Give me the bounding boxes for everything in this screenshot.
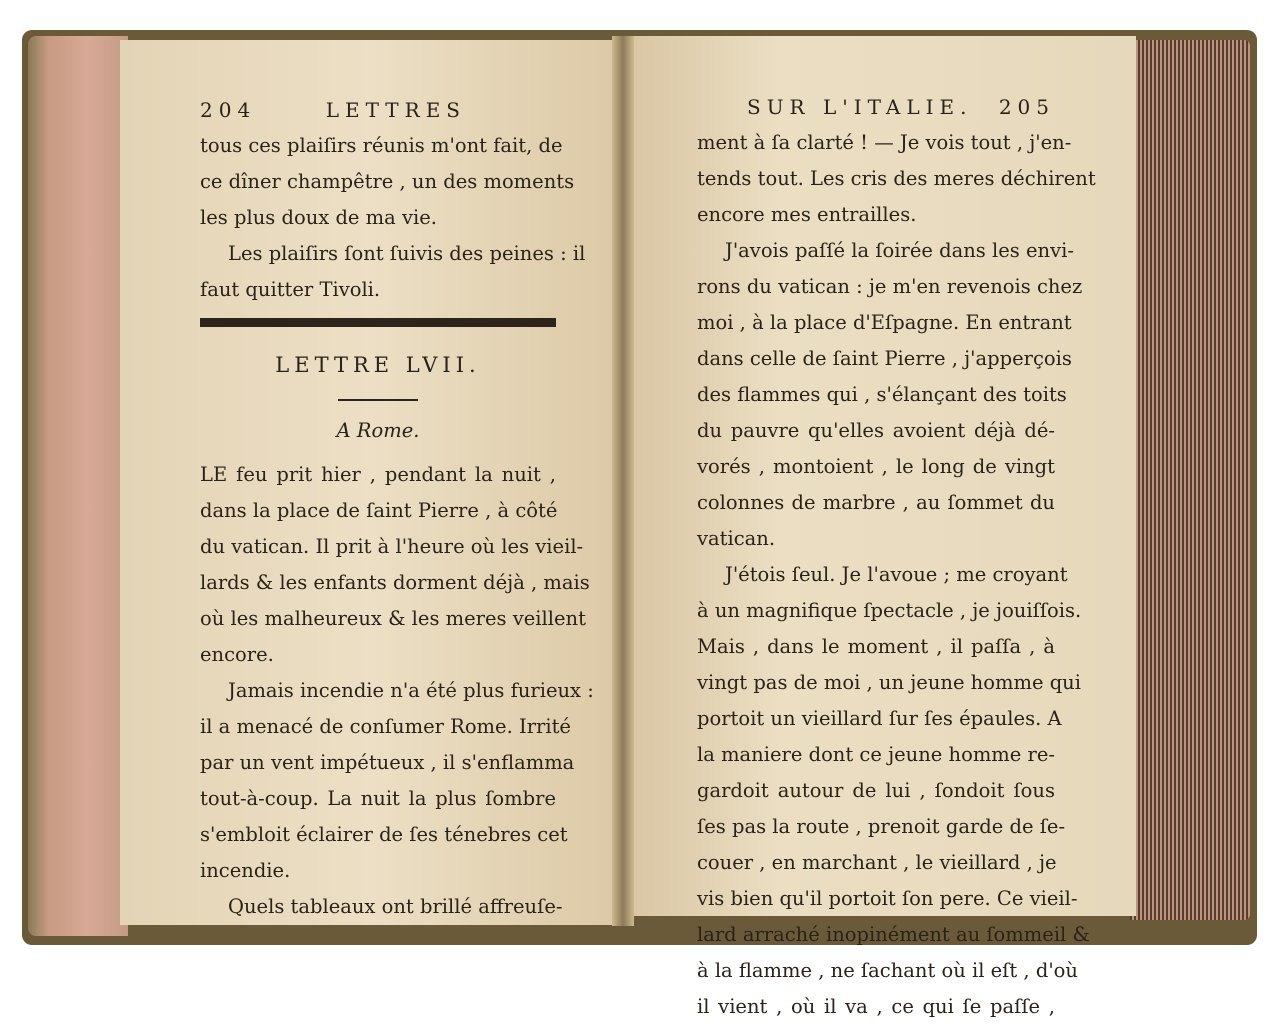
section-rule (200, 318, 556, 327)
text-line: ment à ſa clarté ! — Je vois tout , j'en- (697, 131, 1072, 154)
text-line: où les malheureux & les meres veillent (200, 607, 586, 630)
letter-title: LETTRE LVII. (275, 353, 481, 377)
page-number: 205 (998, 95, 1055, 119)
text-line: vingt pas de moi , un jeune homme qui (697, 671, 1081, 694)
text-line: il vient , où il va , ce qui ſe paſſe , (697, 995, 1055, 1018)
text-line: rons du vatican : je m'en revenois chez (697, 275, 1083, 298)
text-line: encore mes entrailles. (697, 203, 917, 226)
text-line: moi , à la place d'Eſpagne. En entrant (697, 311, 1072, 334)
text-line: couer , en marchant , le vieillard , je (697, 851, 1057, 874)
text-line: faut quitter Tivoli. (200, 278, 381, 301)
book-gutter (612, 36, 634, 926)
text-line: LE feu prit hier , pendant la nuit , (200, 463, 556, 486)
text-line: gardoit autour de lui , ſondoit ſous (697, 779, 1055, 802)
running-head: SUR L'ITALIE. (747, 95, 973, 119)
right-header (697, 89, 1055, 125)
running-head: LETTRES (325, 98, 466, 122)
text-line: J'étois ſeul. Je l'avoue ; me croyant (725, 563, 1068, 586)
text-line: tends tout. Les cris des meres déchirent (697, 167, 1096, 190)
left-header (200, 92, 556, 128)
text-line: du vatican. Il prit à l'heure où les vieil- (200, 535, 584, 558)
text-line: vorés , montoient , le long de vingt (697, 455, 1055, 478)
letter-place: A Rome. (336, 419, 420, 442)
text-line: Quels tableaux ont brillé affreuſe- (228, 895, 563, 918)
text-line: encore. (200, 643, 274, 666)
text-line: vis bien qu'il portoit ſon pere. Ce vieil- (697, 887, 1078, 910)
page-edges-right (1130, 40, 1250, 920)
text-line: tous ces plaiſirs réunis m'ont fait, de (200, 134, 563, 157)
text-line: à un magnifique ſpectacle , je jouiſſois. (697, 599, 1082, 622)
text-line: à la flamme , ne ſachant où il eſt , d'où (697, 959, 1078, 982)
text-line: lards & les enfants dorment déjà , mais (200, 571, 590, 594)
text-line: ce dîner champêtre , un des moments (200, 170, 575, 193)
text-line: les plus doux de ma vie. (200, 206, 437, 229)
text-line: lard arraché inopinément au ſommeil & (697, 923, 1090, 946)
text-line: incendie. (200, 859, 291, 882)
text-line: vatican. (697, 527, 776, 550)
text-line: Jamais incendie n'a été plus furieux : (228, 679, 594, 702)
text-line: tout-à-coup. La nuit la plus ſombre (200, 787, 556, 810)
text-line: s'embloit éclairer de ſes ténebres cet (200, 823, 568, 846)
text-line: ſes pas la route , prenoit garde de ſe- (697, 815, 1066, 838)
text-line: portoit un vieillard ſur ſes épaules. A (697, 707, 1062, 730)
text-line: J'avois paſſé la ſoirée dans les envi- (725, 239, 1074, 262)
text-line: Mais , dans le moment , il paſſa , à (697, 635, 1055, 658)
left-page-text (200, 92, 594, 925)
text-line: il a menacé de conſumer Rome. Irrité (200, 715, 571, 738)
text-line: la maniere dont ce jeune homme re- (697, 743, 1055, 766)
text-line: dans celle de ſaint Pierre , j'apperçois (697, 347, 1072, 370)
text-line: des flammes qui , s'élançant des toits (697, 383, 1067, 406)
text-line: colonnes de marbre , au ſommet du (697, 491, 1055, 514)
page-number: 204 (200, 98, 257, 122)
page-edges-left (28, 36, 128, 936)
right-page-text (697, 89, 1096, 1025)
text-line: du pauvre qu'elles avoient déjà dé- (697, 419, 1055, 442)
text-line: par un vent impétueux , il s'enflamma (200, 751, 575, 774)
short-rule (338, 399, 418, 401)
text-line: Les plaiſirs ſont ſuivis des peines : il (228, 242, 586, 265)
text-line: dans la place de ſaint Pierre , à côté (200, 499, 558, 522)
